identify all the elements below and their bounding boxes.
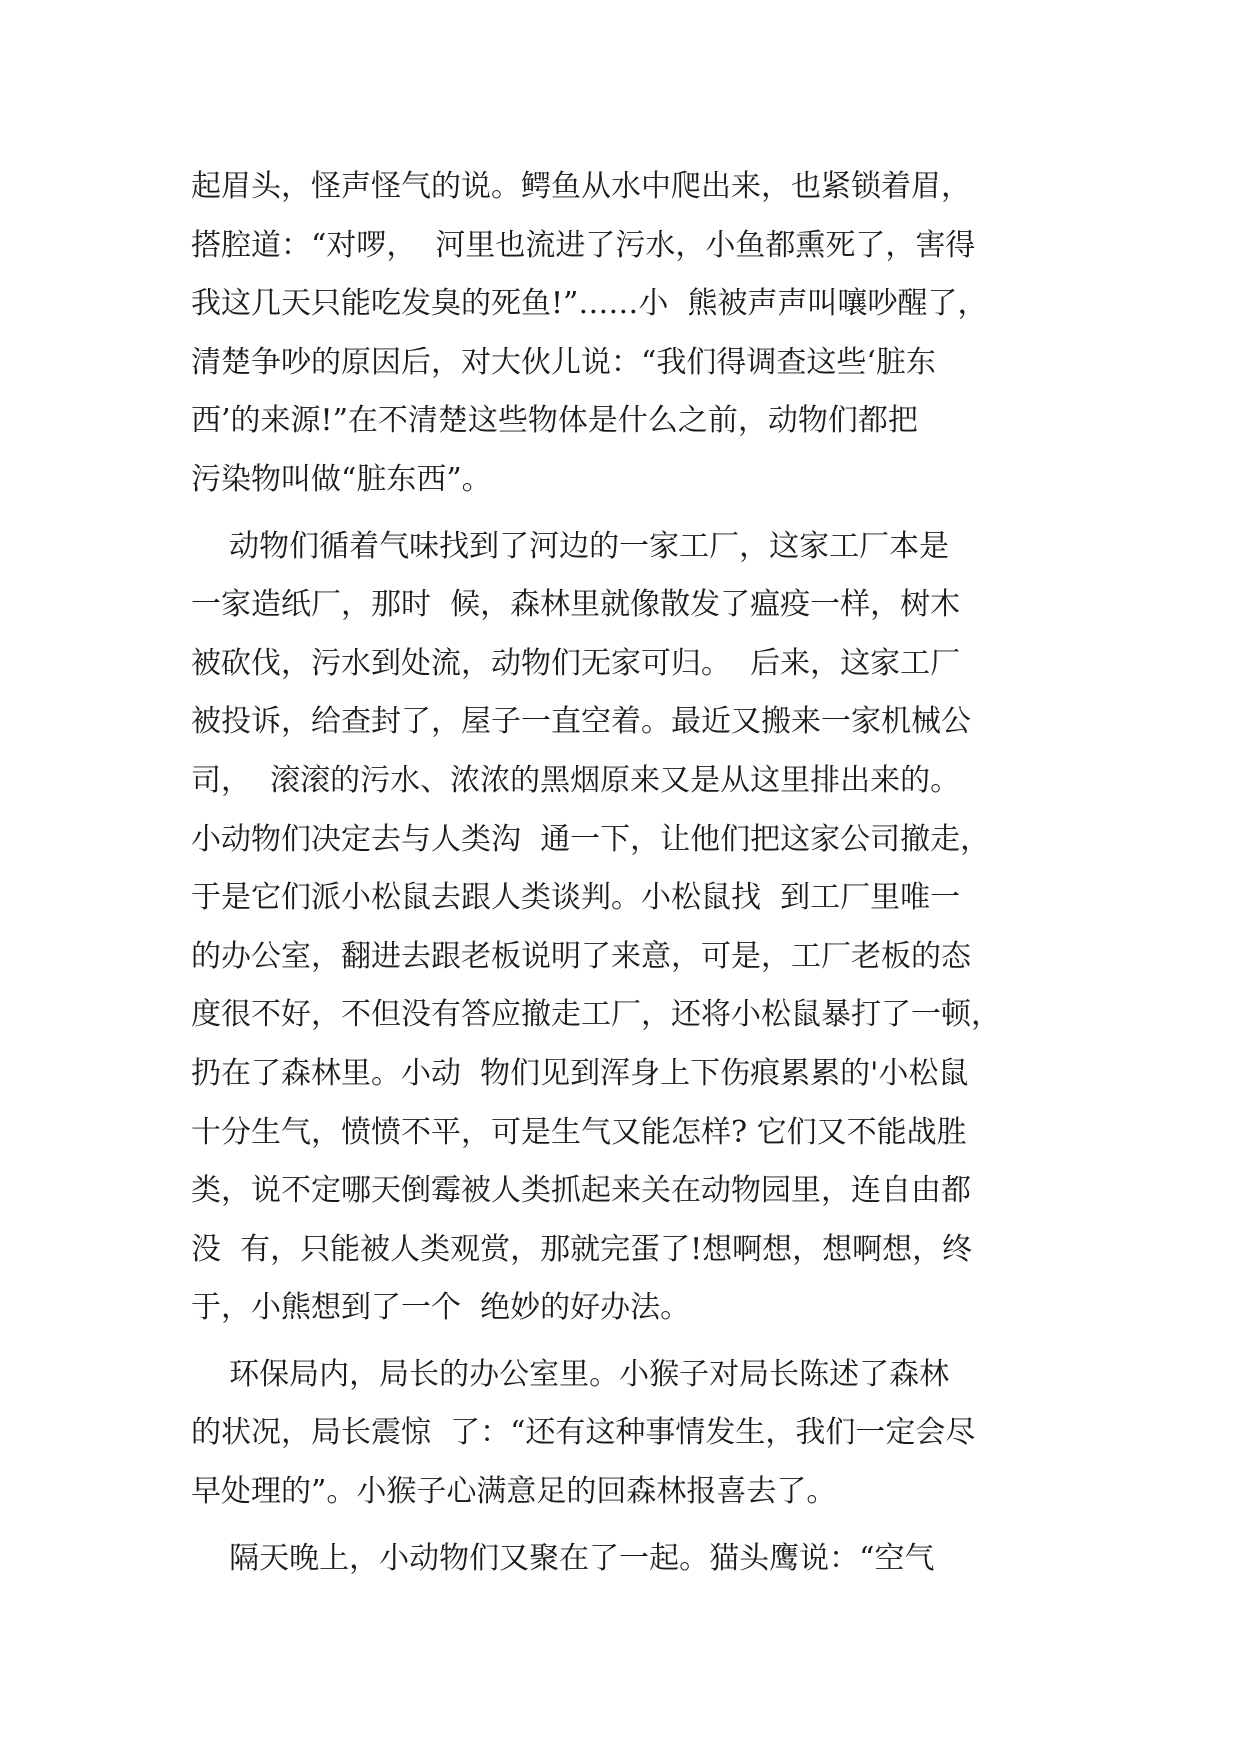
text-line: 十分生气，愤愤不平，可是生气又能怎样? 它们又不能战胜 <box>191 1114 967 1150</box>
text-line: 于，小熊想到了一个 绝妙的好办法。 <box>191 1290 691 1326</box>
text-line: 一家造纸厂，那时 候，森林里就像散发了瘟疫一样，树木 <box>191 587 961 623</box>
text-line: 环保局内，局长的办公室里。小猴子对局长陈述了森林 <box>191 1356 950 1392</box>
text-line: 我这几天只能吃发臭的死鱼!”……小 熊被声声叫嚷吵醒了， <box>191 286 988 322</box>
text-line: 的状况，局长震惊 了：“还有这种事情发生，我们一定会尽 <box>191 1415 976 1451</box>
text-line: 司， 滚滚的污水、浓浓的黑烟原来又是从这里排出来的。 <box>191 762 961 798</box>
paragraph <box>191 1530 1091 1589</box>
text-line: 西’的来源!”在不清楚这些物体是什么之前，动物们都把 <box>191 403 918 439</box>
paragraph <box>191 158 1091 510</box>
text-line: 小动物们决定去与人类沟 通一下，让他们把这家公司撤走， <box>191 821 991 857</box>
text-line: 起眉头，怪声怪气的说。鳄鱼从水中爬出来，也紧锁着眉， <box>191 169 971 204</box>
paragraph-gap <box>191 1338 1091 1346</box>
text-line: 被投诉，给查封了，屋子一直空着。最近又搬来一家机械公 <box>191 704 971 740</box>
paragraph-gap <box>191 510 1091 518</box>
text-line: 隔天晚上，小动物们又聚在了一起。猫头鹰说：“空气 <box>191 1540 935 1576</box>
text-line: 类，说不定哪天倒霉被人类抓起来关在动物园里，连自由都 <box>191 1173 971 1209</box>
text-line: 污染物叫做“脏东西”。 <box>191 461 492 497</box>
text-line: 的办公室，翻进去跟老板说明了来意，可是，工厂老板的态 <box>191 938 971 974</box>
text-line: 没 有，只能被人类观赏，那就完蛋了!想啊想，想啊想，终 <box>191 1231 973 1267</box>
paragraph-gap <box>191 1522 1091 1530</box>
text-line: 被砍伐，污水到处流，动物们无家可归。 后来，这家工厂 <box>191 645 961 681</box>
story-text <box>191 158 1091 1588</box>
text-line: 清楚争吵的原因后，对大伙儿说：“我们得调查这些‘脏东 <box>191 344 936 380</box>
paragraph <box>191 518 1091 1338</box>
text-line: 扔在了森林里。小动 物们见到浑身上下伤痕累累的'小松鼠 <box>191 1055 969 1091</box>
text-line: 早处理的”。小猴子心满意足的回森林报喜去了。 <box>191 1474 837 1510</box>
text-line: 动物们循着气味找到了河边的一家工厂，这家工厂本是 <box>191 528 950 564</box>
paragraph <box>191 1346 1091 1522</box>
text-line: 搭腔道：“对啰， 河里也流进了污水，小鱼都熏死了，害得 <box>191 227 976 263</box>
text-line: 度很不好，不但没有答应撤走工厂，还将小松鼠暴打了一顿， <box>191 997 1001 1033</box>
text-line: 于是它们派小松鼠去跟人类谈判。小松鼠找 到工厂里唯一 <box>191 880 961 916</box>
